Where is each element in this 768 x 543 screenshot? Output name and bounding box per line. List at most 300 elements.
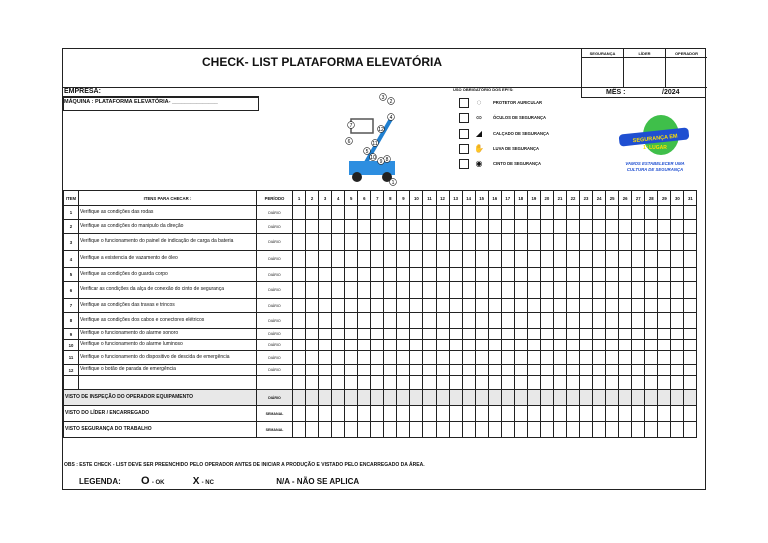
check-cell[interactable]: [671, 220, 684, 234]
check-cell[interactable]: [658, 299, 671, 313]
visto-cell[interactable]: [606, 422, 619, 438]
check-cell[interactable]: [658, 282, 671, 299]
visto-cell[interactable]: [632, 422, 645, 438]
check-cell[interactable]: [410, 282, 423, 299]
check-cell[interactable]: [553, 340, 566, 351]
check-cell[interactable]: [580, 234, 593, 251]
check-cell[interactable]: [527, 299, 540, 313]
check-cell[interactable]: [319, 299, 332, 313]
check-cell[interactable]: [514, 365, 527, 376]
check-cell[interactable]: [488, 268, 501, 282]
check-cell[interactable]: [410, 313, 423, 329]
visto-cell[interactable]: [410, 390, 423, 406]
check-cell[interactable]: [580, 329, 593, 340]
visto-cell[interactable]: [436, 422, 449, 438]
check-cell[interactable]: [384, 340, 397, 351]
check-cell[interactable]: [540, 313, 553, 329]
check-cell[interactable]: [306, 365, 319, 376]
check-cell[interactable]: [410, 340, 423, 351]
check-cell[interactable]: [449, 351, 462, 365]
check-cell[interactable]: [684, 251, 697, 268]
check-cell[interactable]: [632, 234, 645, 251]
check-cell[interactable]: [358, 340, 371, 351]
visto-cell[interactable]: [580, 390, 593, 406]
check-cell[interactable]: [540, 268, 553, 282]
check-cell[interactable]: [332, 206, 345, 220]
visto-cell[interactable]: [371, 422, 384, 438]
check-cell[interactable]: [514, 299, 527, 313]
check-cell[interactable]: [423, 282, 436, 299]
check-cell[interactable]: [671, 282, 684, 299]
check-cell[interactable]: [306, 282, 319, 299]
visto-cell[interactable]: [462, 390, 475, 406]
check-cell[interactable]: [436, 313, 449, 329]
check-cell[interactable]: [306, 234, 319, 251]
check-cell[interactable]: [449, 282, 462, 299]
check-cell[interactable]: [306, 299, 319, 313]
check-cell[interactable]: [306, 351, 319, 365]
check-cell[interactable]: [436, 329, 449, 340]
visto-cell[interactable]: [671, 406, 684, 422]
check-cell[interactable]: [358, 313, 371, 329]
check-cell[interactable]: [645, 351, 658, 365]
check-cell[interactable]: [501, 313, 514, 329]
check-cell[interactable]: [580, 313, 593, 329]
visto-cell[interactable]: [410, 422, 423, 438]
check-cell[interactable]: [358, 206, 371, 220]
check-cell[interactable]: [553, 329, 566, 340]
check-cell[interactable]: [358, 251, 371, 268]
check-cell[interactable]: [645, 234, 658, 251]
check-cell[interactable]: [423, 299, 436, 313]
check-cell[interactable]: [606, 251, 619, 268]
check-cell[interactable]: [540, 220, 553, 234]
check-cell[interactable]: [501, 365, 514, 376]
check-cell[interactable]: [371, 329, 384, 340]
check-cell[interactable]: [332, 329, 345, 340]
check-cell[interactable]: [475, 329, 488, 340]
check-cell[interactable]: [319, 351, 332, 365]
check-cell[interactable]: [580, 251, 593, 268]
check-cell[interactable]: [436, 234, 449, 251]
check-cell[interactable]: [332, 234, 345, 251]
check-cell[interactable]: [384, 206, 397, 220]
check-cell[interactable]: [293, 351, 306, 365]
check-cell[interactable]: [527, 220, 540, 234]
check-cell[interactable]: [684, 313, 697, 329]
check-cell[interactable]: [514, 329, 527, 340]
check-cell[interactable]: [306, 340, 319, 351]
check-cell[interactable]: [371, 340, 384, 351]
epi-checkbox[interactable]: [459, 159, 469, 169]
check-cell[interactable]: [501, 220, 514, 234]
check-cell[interactable]: [384, 251, 397, 268]
check-cell[interactable]: [632, 365, 645, 376]
check-cell[interactable]: [488, 299, 501, 313]
check-cell[interactable]: [332, 251, 345, 268]
check-cell[interactable]: [384, 220, 397, 234]
check-cell[interactable]: [306, 251, 319, 268]
check-cell[interactable]: [488, 351, 501, 365]
check-cell[interactable]: [319, 365, 332, 376]
check-cell[interactable]: [410, 299, 423, 313]
check-cell[interactable]: [371, 268, 384, 282]
check-cell[interactable]: [580, 206, 593, 220]
check-cell[interactable]: [632, 340, 645, 351]
check-cell[interactable]: [619, 251, 632, 268]
visto-cell[interactable]: [319, 390, 332, 406]
check-cell[interactable]: [684, 365, 697, 376]
check-cell[interactable]: [632, 313, 645, 329]
check-cell[interactable]: [501, 299, 514, 313]
check-cell[interactable]: [306, 268, 319, 282]
check-cell[interactable]: [436, 220, 449, 234]
check-cell[interactable]: [671, 234, 684, 251]
check-cell[interactable]: [566, 268, 579, 282]
check-cell[interactable]: [606, 206, 619, 220]
visto-cell[interactable]: [345, 422, 358, 438]
check-cell[interactable]: [501, 268, 514, 282]
check-cell[interactable]: [580, 351, 593, 365]
check-cell[interactable]: [371, 313, 384, 329]
check-cell[interactable]: [397, 251, 410, 268]
maquina-field[interactable]: MÁQUINA : PLATAFORMA ELEVATÓRIA- _______________: [64, 99, 218, 105]
check-cell[interactable]: [345, 340, 358, 351]
visto-cell[interactable]: [593, 390, 606, 406]
check-cell[interactable]: [645, 206, 658, 220]
check-cell[interactable]: [449, 206, 462, 220]
check-cell[interactable]: [553, 251, 566, 268]
check-cell[interactable]: [619, 365, 632, 376]
visto-cell[interactable]: [619, 390, 632, 406]
visto-cell[interactable]: [645, 390, 658, 406]
check-cell[interactable]: [527, 268, 540, 282]
mes-field[interactable]: [581, 87, 706, 98]
check-cell[interactable]: [293, 206, 306, 220]
check-cell[interactable]: [358, 282, 371, 299]
visto-cell[interactable]: [358, 422, 371, 438]
check-cell[interactable]: [593, 206, 606, 220]
check-cell[interactable]: [514, 251, 527, 268]
check-cell[interactable]: [423, 340, 436, 351]
check-cell[interactable]: [358, 220, 371, 234]
check-cell[interactable]: [527, 340, 540, 351]
check-cell[interactable]: [462, 365, 475, 376]
check-cell[interactable]: [397, 268, 410, 282]
check-cell[interactable]: [319, 282, 332, 299]
check-cell[interactable]: [475, 365, 488, 376]
epi-checkbox[interactable]: [459, 113, 469, 123]
check-cell[interactable]: [488, 220, 501, 234]
check-cell[interactable]: [645, 313, 658, 329]
visto-cell[interactable]: [423, 422, 436, 438]
visto-cell[interactable]: [553, 422, 566, 438]
visto-cell[interactable]: [475, 406, 488, 422]
check-cell[interactable]: [436, 251, 449, 268]
check-cell[interactable]: [449, 340, 462, 351]
check-cell[interactable]: [619, 282, 632, 299]
visto-cell[interactable]: [293, 422, 306, 438]
check-cell[interactable]: [449, 234, 462, 251]
visto-cell[interactable]: [540, 422, 553, 438]
check-cell[interactable]: [345, 234, 358, 251]
check-cell[interactable]: [475, 340, 488, 351]
check-cell[interactable]: [371, 282, 384, 299]
visto-cell[interactable]: [632, 390, 645, 406]
check-cell[interactable]: [410, 251, 423, 268]
check-cell[interactable]: [319, 313, 332, 329]
check-cell[interactable]: [449, 313, 462, 329]
check-cell[interactable]: [684, 351, 697, 365]
check-cell[interactable]: [658, 268, 671, 282]
check-cell[interactable]: [658, 220, 671, 234]
check-cell[interactable]: [645, 329, 658, 340]
check-cell[interactable]: [645, 365, 658, 376]
visto-cell[interactable]: [345, 406, 358, 422]
check-cell[interactable]: [671, 351, 684, 365]
check-cell[interactable]: [488, 234, 501, 251]
check-cell[interactable]: [671, 340, 684, 351]
visto-cell[interactable]: [306, 422, 319, 438]
check-cell[interactable]: [293, 313, 306, 329]
visto-cell[interactable]: [527, 390, 540, 406]
check-cell[interactable]: [540, 234, 553, 251]
check-cell[interactable]: [619, 220, 632, 234]
visto-cell[interactable]: [345, 390, 358, 406]
check-cell[interactable]: [384, 365, 397, 376]
check-cell[interactable]: [410, 351, 423, 365]
check-cell[interactable]: [684, 329, 697, 340]
check-cell[interactable]: [475, 282, 488, 299]
check-cell[interactable]: [619, 329, 632, 340]
check-cell[interactable]: [358, 299, 371, 313]
check-cell[interactable]: [684, 299, 697, 313]
check-cell[interactable]: [514, 220, 527, 234]
check-cell[interactable]: [436, 299, 449, 313]
check-cell[interactable]: [293, 365, 306, 376]
check-cell[interactable]: [345, 299, 358, 313]
visto-cell[interactable]: [632, 406, 645, 422]
check-cell[interactable]: [332, 340, 345, 351]
check-cell[interactable]: [345, 220, 358, 234]
check-cell[interactable]: [566, 365, 579, 376]
check-cell[interactable]: [293, 282, 306, 299]
check-cell[interactable]: [606, 329, 619, 340]
check-cell[interactable]: [345, 206, 358, 220]
check-cell[interactable]: [540, 340, 553, 351]
visto-cell[interactable]: [410, 406, 423, 422]
check-cell[interactable]: [619, 206, 632, 220]
visto-cell[interactable]: [423, 390, 436, 406]
check-cell[interactable]: [436, 365, 449, 376]
check-cell[interactable]: [645, 268, 658, 282]
check-cell[interactable]: [553, 313, 566, 329]
check-cell[interactable]: [514, 351, 527, 365]
visto-cell[interactable]: [501, 390, 514, 406]
visto-cell[interactable]: [306, 406, 319, 422]
epi-checkbox[interactable]: [459, 144, 469, 154]
check-cell[interactable]: [566, 329, 579, 340]
visto-cell[interactable]: [449, 422, 462, 438]
check-cell[interactable]: [566, 220, 579, 234]
visto-cell[interactable]: [593, 422, 606, 438]
visto-cell[interactable]: [306, 390, 319, 406]
check-cell[interactable]: [475, 299, 488, 313]
check-cell[interactable]: [553, 282, 566, 299]
visto-cell[interactable]: [645, 422, 658, 438]
visto-cell[interactable]: [384, 406, 397, 422]
check-cell[interactable]: [423, 220, 436, 234]
check-cell[interactable]: [332, 351, 345, 365]
check-cell[interactable]: [475, 251, 488, 268]
check-cell[interactable]: [540, 206, 553, 220]
visto-cell[interactable]: [384, 390, 397, 406]
check-cell[interactable]: [527, 251, 540, 268]
check-cell[interactable]: [371, 299, 384, 313]
check-cell[interactable]: [540, 282, 553, 299]
check-cell[interactable]: [658, 206, 671, 220]
visto-cell[interactable]: [436, 406, 449, 422]
check-cell[interactable]: [671, 329, 684, 340]
check-cell[interactable]: [384, 299, 397, 313]
check-cell[interactable]: [462, 234, 475, 251]
check-cell[interactable]: [332, 313, 345, 329]
visto-cell[interactable]: [488, 406, 501, 422]
check-cell[interactable]: [462, 299, 475, 313]
check-cell[interactable]: [684, 234, 697, 251]
check-cell[interactable]: [371, 220, 384, 234]
visto-cell[interactable]: [462, 422, 475, 438]
visto-cell[interactable]: [475, 422, 488, 438]
check-cell[interactable]: [540, 299, 553, 313]
check-cell[interactable]: [619, 234, 632, 251]
check-cell[interactable]: [645, 220, 658, 234]
check-cell[interactable]: [397, 234, 410, 251]
check-cell[interactable]: [371, 351, 384, 365]
check-cell[interactable]: [593, 340, 606, 351]
check-cell[interactable]: [319, 329, 332, 340]
check-cell[interactable]: [488, 206, 501, 220]
check-cell[interactable]: [475, 206, 488, 220]
check-cell[interactable]: [566, 206, 579, 220]
visto-cell[interactable]: [423, 406, 436, 422]
check-cell[interactable]: [658, 351, 671, 365]
check-cell[interactable]: [488, 340, 501, 351]
check-cell[interactable]: [423, 206, 436, 220]
check-cell[interactable]: [593, 234, 606, 251]
visto-cell[interactable]: [332, 390, 345, 406]
visto-cell[interactable]: [540, 406, 553, 422]
check-cell[interactable]: [645, 299, 658, 313]
visto-cell[interactable]: [475, 390, 488, 406]
check-cell[interactable]: [293, 299, 306, 313]
visto-cell[interactable]: [619, 422, 632, 438]
visto-cell[interactable]: [580, 422, 593, 438]
check-cell[interactable]: [593, 329, 606, 340]
visto-cell[interactable]: [384, 422, 397, 438]
check-cell[interactable]: [358, 365, 371, 376]
check-cell[interactable]: [449, 251, 462, 268]
check-cell[interactable]: [566, 251, 579, 268]
check-cell[interactable]: [501, 251, 514, 268]
check-cell[interactable]: [684, 340, 697, 351]
visto-cell[interactable]: [319, 406, 332, 422]
check-cell[interactable]: [397, 206, 410, 220]
check-cell[interactable]: [501, 340, 514, 351]
check-cell[interactable]: [593, 282, 606, 299]
check-cell[interactable]: [632, 299, 645, 313]
check-cell[interactable]: [671, 268, 684, 282]
check-cell[interactable]: [671, 313, 684, 329]
check-cell[interactable]: [319, 251, 332, 268]
visto-cell[interactable]: [527, 422, 540, 438]
check-cell[interactable]: [514, 282, 527, 299]
visto-cell[interactable]: [397, 422, 410, 438]
check-cell[interactable]: [462, 329, 475, 340]
visto-cell[interactable]: [397, 406, 410, 422]
check-cell[interactable]: [501, 206, 514, 220]
check-cell[interactable]: [371, 365, 384, 376]
check-cell[interactable]: [684, 206, 697, 220]
check-cell[interactable]: [527, 206, 540, 220]
visto-cell[interactable]: [514, 422, 527, 438]
check-cell[interactable]: [632, 251, 645, 268]
check-cell[interactable]: [606, 313, 619, 329]
visto-cell[interactable]: [358, 406, 371, 422]
check-cell[interactable]: [606, 340, 619, 351]
check-cell[interactable]: [345, 329, 358, 340]
check-cell[interactable]: [527, 365, 540, 376]
visto-cell[interactable]: [606, 406, 619, 422]
visto-cell[interactable]: [553, 390, 566, 406]
visto-cell[interactable]: [658, 390, 671, 406]
check-cell[interactable]: [593, 313, 606, 329]
visto-cell[interactable]: [684, 390, 697, 406]
check-cell[interactable]: [319, 340, 332, 351]
check-cell[interactable]: [684, 282, 697, 299]
visto-cell[interactable]: [658, 406, 671, 422]
visto-cell[interactable]: [553, 406, 566, 422]
check-cell[interactable]: [580, 299, 593, 313]
check-cell[interactable]: [684, 220, 697, 234]
check-cell[interactable]: [553, 365, 566, 376]
check-cell[interactable]: [645, 282, 658, 299]
check-cell[interactable]: [488, 313, 501, 329]
check-cell[interactable]: [514, 234, 527, 251]
check-cell[interactable]: [371, 234, 384, 251]
check-cell[interactable]: [566, 299, 579, 313]
check-cell[interactable]: [436, 351, 449, 365]
epi-checkbox[interactable]: [459, 98, 469, 108]
check-cell[interactable]: [397, 365, 410, 376]
check-cell[interactable]: [397, 340, 410, 351]
check-cell[interactable]: [606, 234, 619, 251]
check-cell[interactable]: [306, 220, 319, 234]
visto-cell[interactable]: [449, 390, 462, 406]
check-cell[interactable]: [371, 251, 384, 268]
check-cell[interactable]: [371, 206, 384, 220]
check-cell[interactable]: [462, 340, 475, 351]
check-cell[interactable]: [553, 206, 566, 220]
check-cell[interactable]: [332, 220, 345, 234]
check-cell[interactable]: [527, 351, 540, 365]
check-cell[interactable]: [345, 351, 358, 365]
check-cell[interactable]: [580, 220, 593, 234]
check-cell[interactable]: [319, 234, 332, 251]
visto-cell[interactable]: [293, 390, 306, 406]
check-cell[interactable]: [527, 329, 540, 340]
check-cell[interactable]: [593, 351, 606, 365]
